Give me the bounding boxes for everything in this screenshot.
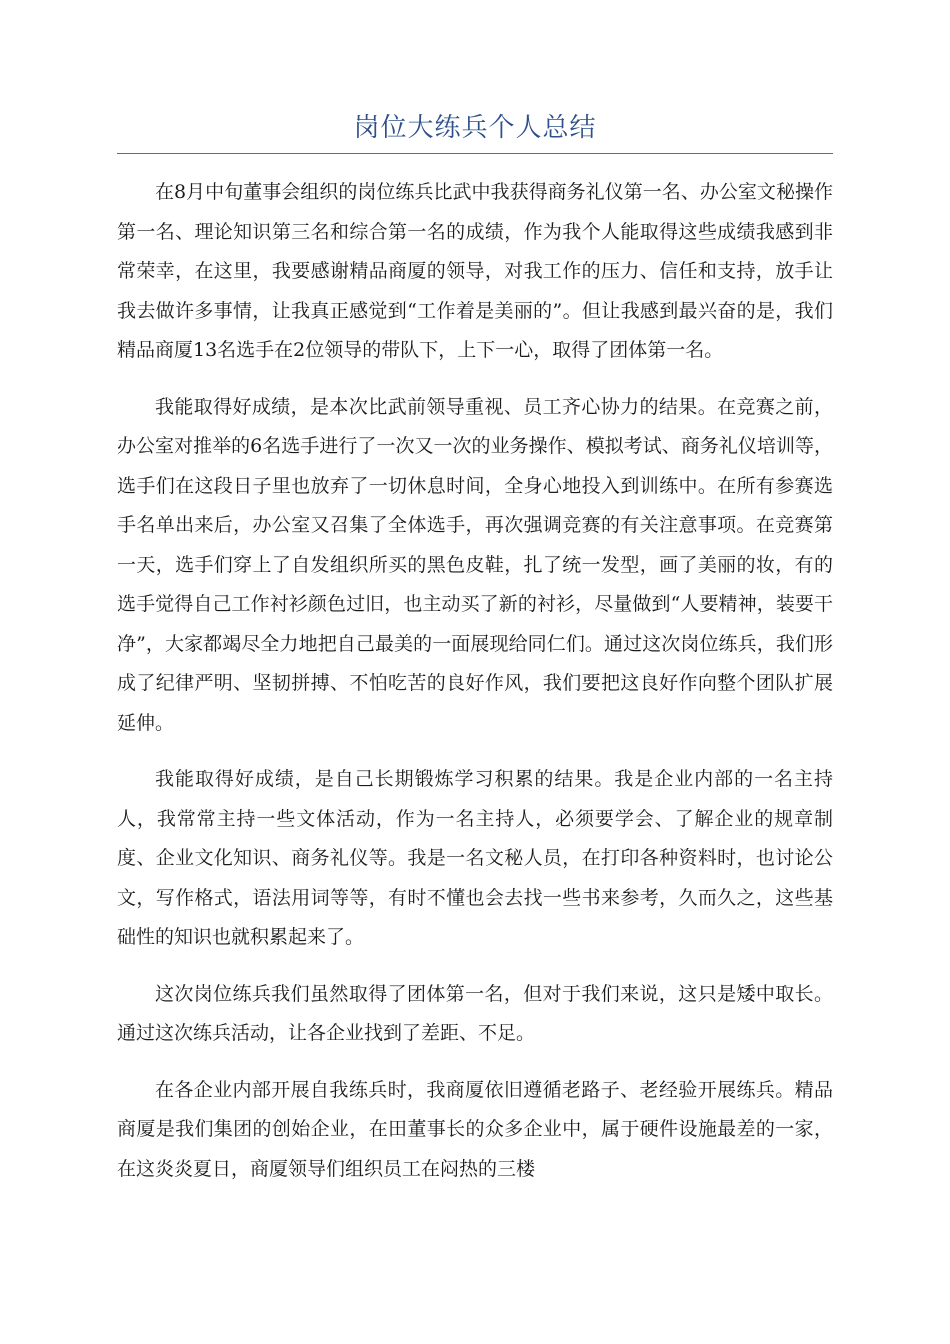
document-body (117, 173, 833, 1206)
paragraph-3: 我能取得好成绩，是自己长期锻炼学习积累的结果。我是企业内部的一名主持人，我常常主持一些文体活动，作为一名主持人，必须要学会、了解企业的规章制度、企业文化知识、商务礼仪等。我是一名文秘人员，在打印各种资料时，也讨论公文，写作格式，语法用词等等，有时不懂也会去找一些书来参考，久而久之，这些基础性的知识也就积累起来了。 (117, 768, 833, 948)
paragraph-2: 我能取得好成绩，是本次比武前领导重视、员工齐心协力的结果。在竞赛之前，办公室对推举的6名选手进行了一次又一次的业务操作、模拟考试、商务礼仪培训等，选手们在这段日子里也放弃了一切休息时间，全身心地投入到训练中。在所有参赛选手名单出来后，办公室又召集了全体选手，再次强调竞赛的有关注意事项。在竞赛第一天，选手们穿上了自发组织所买的黑色皮鞋，扎了统一发型，画了美丽的妆，有的选手觉得自己工作衬衫颜色过旧，也主动买了新的衬衫，尽量做到“人要精神，装要干净”，大家都竭尽全力地把自己最美的一面展现给同仁们。通过这次岗位练兵，我们形成了纪律严明、坚韧拼搏、不怕吃苦的良好作风，我们要把这良好作向整个团队扩展延伸。 (117, 395, 833, 734)
paragraph-4: 这次岗位练兵我们虽然取得了团体第一名，但对于我们来说，这只是矮中取长。通过这次练兵活动，让各企业找到了差距、不足。 (117, 982, 833, 1044)
paragraph-5: 在各企业内部开展自我练兵时，我商厦依旧遵循老路子、老经验开展练兵。精品商厦是我们集团的创始企业，在田董事长的众多企业中，属于硬件设施最差的一家，在这炎炎夏日，商厦领导们组织员工在闷热的三楼 (117, 1078, 833, 1180)
title-underline (117, 153, 833, 154)
paragraph-1: 在8月中旬董事会组织的岗位练兵比武中我获得商务礼仪第一名、办公室文秘操作第一名、理论知识第三名和综合第一名的成绩，作为我个人能取得这些成绩我感到非常荣幸，在这里，我要感谢精品商厦的领导，对我工作的压力、信任和支持，放手让我去做许多事情，让我真正感觉到“工作着是美丽的”。但让我感到最兴奋的是，我们精品商厦13名选手在2位领导的带队下，上下一心，取得了团体第一名。 (117, 181, 833, 361)
document-title: 岗位大练兵个人总结 (353, 113, 597, 143)
